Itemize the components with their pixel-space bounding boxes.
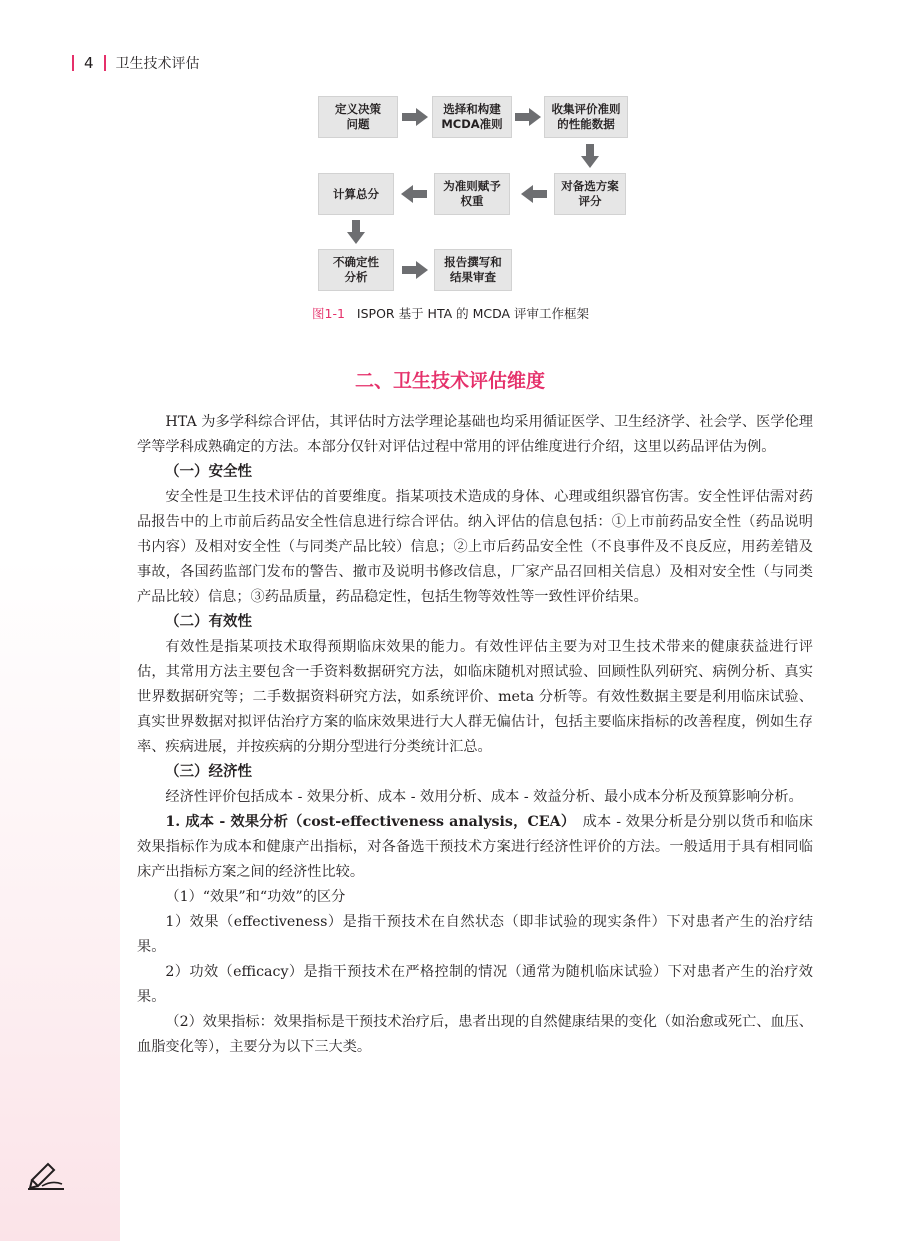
page-number: 4 [84,54,94,72]
economy-paragraph: 经济性评价包括成本 - 效果分析、成本 - 效用分析、成本 - 效益分析、最小成本分析及预算影响分析。 [165,789,803,805]
section-title: 二、卫生技术评估维度 [354,370,545,392]
item-1: （1）“效果”和“功效”的区分 [165,889,346,905]
arrow-right-icon [515,108,541,126]
item-1-1: 1）效果（effectiveness）是指干预技术在自然状态（即非试验的现实条件）下对患者产生的治疗结果。 [137,914,813,955]
item-2: （2）效果指标：效果指标是干预技术治疗后，患者出现的自然健康结果的变化（如治愈或死亡、血压、血脂变化等），主要分为以下三大类。 [137,1014,813,1055]
flow-box-assign-weights: 为准则赋予 权重 [434,173,510,215]
flow-box-report-review: 报告撰写和 结果审查 [434,249,512,291]
safety-paragraph: 安全性是卫生技术评估的首要维度。指某项技术造成的身体、心理或组织器官伤害。安全性评估需对药品报告中的上市前后药品安全性信息进行综合评估。纳入评估的信息包括：①上市前药品安全性（药品说明书内容）及相对安全性（与同类产品比较）信息；②上市后药品安全性（不良事件及不良反应，用药差错及事故，各国药监部门发布的警告、撤市及说明书修改信息，厂家产品召回相关信息）及相对安全性（与同类产品比较）信息；③药品质量，药品稳定性，包括生物等效性等一致性评价结果。 [137,489,813,605]
flow-box-uncertainty: 不确定性 分析 [318,249,394,291]
pen-icon [26,1158,66,1190]
arrow-left-icon [401,185,427,203]
body-text [137,410,813,1060]
arrow-right-icon [402,261,428,279]
efficacy-paragraph: 有效性是指某项技术取得预期临床效果的能力。有效性评估主要为对卫生技术带来的健康获益进行评估，其常用方法主要包含一手资料数据研究方法，如临床随机对照试验、回顾性队列研究、病例分析、真实世界数据研究等；二手数据资料研究方法，如系统评价、meta 分析等。有效性数据主要是利用临床试验、真实世界数据对拟评估治疗方案的临床效果进行大人群无偏估计，包括主要临床指标的改善程度，例如生存率、疾病进展，并按疾病的分期分型进行分类统计汇总。 [137,639,813,755]
header-bar-right [104,55,106,71]
intro-paragraph: HTA 为多学科综合评估，其评估时方法学理论基础也均采用循证医学、卫生经济学、社会学、医学伦理学等学科成熟确定的方法。本部分仅针对评估过程中常用的评估维度进行介绍，这里以药品评估为例。 [137,414,813,455]
flow-box-calculate-total: 计算总分 [318,173,394,215]
header-bar-left [72,55,74,71]
running-header [72,52,200,74]
efficacy-heading: （二）有效性 [165,614,252,630]
figure-caption [312,304,589,322]
flow-box-collect-data: 收集评价准则 的性能数据 [544,96,628,138]
flow-box-score-alternatives: 对备选方案 评分 [554,173,626,215]
arrow-down-icon [347,220,365,244]
side-gradient [0,0,120,1241]
figure-caption-text: ISPOR 基于 HTA 的 MCDA 评审工作框架 [356,306,590,321]
safety-heading: （一）安全性 [165,464,252,480]
cea-run-head: 1. 成本 - 效果分析（cost-effectiveness analysis，CEA） [165,814,569,830]
arrow-down-icon [581,144,599,168]
figure-label: 图1-1 [312,306,345,321]
economy-heading: （三）经济性 [165,764,252,780]
item-1-2: 2）功效（efficacy）是指干预技术在严格控制的情况（通常为随机临床试验）下对患者产生的治疗效果。 [137,964,813,1005]
cea-text: 成本 - 效果分析是分别以货币和临床效果指标作为成本和健康产出指标，对各备选干预技术方案进行经济性评价的方法。一般适用于具有相同临床产出指标方案之间的经济性比较。 [137,814,813,880]
arrow-right-icon [402,108,428,126]
flow-box-select-criteria: 选择和构建 MCDA准则 [432,96,512,138]
mcda-flowchart [318,96,630,294]
header-title: 卫生技术评估 [115,56,200,72]
cea-paragraph [137,810,813,885]
flow-box-define-problem: 定义决策 问题 [318,96,398,138]
arrow-left-icon [521,185,547,203]
